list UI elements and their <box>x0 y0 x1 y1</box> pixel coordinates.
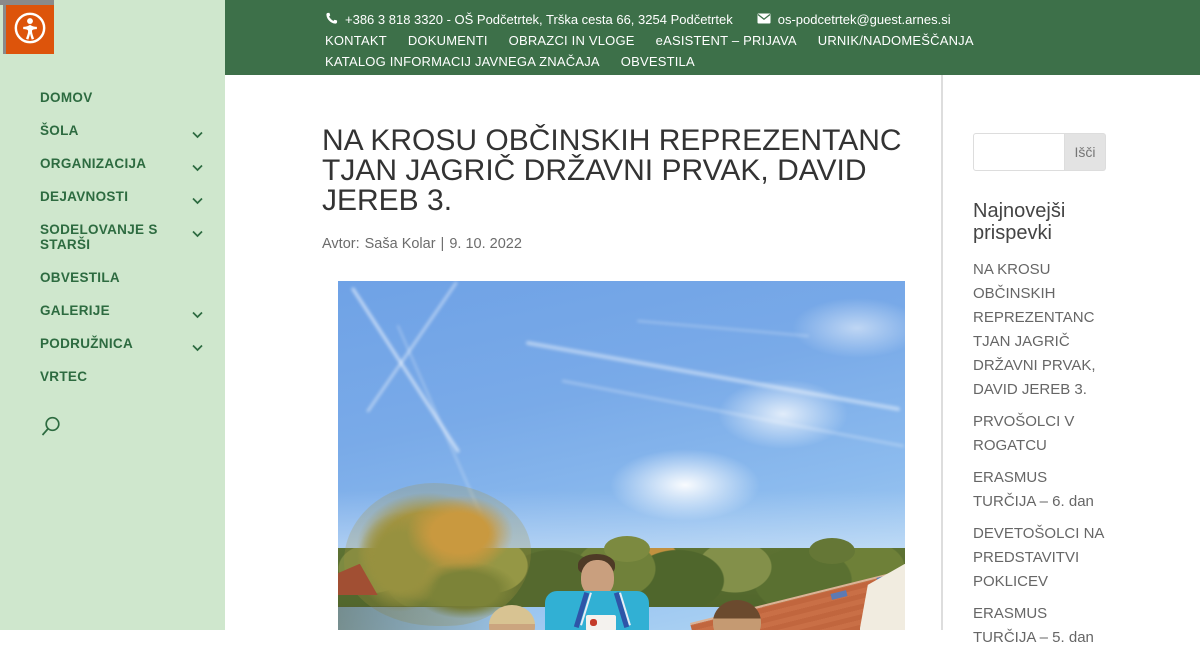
topnav-obvestila[interactable]: OBVESTILA <box>620 54 695 69</box>
email-text: os-podcetrtek@guest.arnes.si <box>777 12 951 27</box>
list-item <box>973 258 1106 402</box>
right-sidebar <box>973 133 1106 658</box>
byline-separator: | <box>440 236 445 252</box>
recent-post-link[interactable]: ERASMUS TURČIJA – 6. dan <box>973 469 1094 510</box>
sidebar-item-label: DOMOV <box>40 90 93 105</box>
topbar-nav-row-1 <box>325 30 1200 51</box>
topbar <box>225 0 1200 75</box>
phone-icon <box>325 12 338 28</box>
recent-post-link[interactable]: PRVOŠOLCI V ROGATCU <box>973 413 1075 454</box>
recent-post-link[interactable]: DEVETOŠOLCI NA PREDSTAVITVI POKLICEV <box>973 525 1104 590</box>
search-icon <box>40 426 61 441</box>
chevron-down-icon <box>192 160 203 175</box>
sidebar-item-label: DEJAVNOSTI <box>40 189 129 204</box>
photo-cloud <box>718 379 848 449</box>
recent-posts-heading: Najnovejši prispevki <box>973 200 1066 244</box>
sidebar-item-label: GALERIJE <box>40 303 110 318</box>
search-input[interactable] <box>973 133 1065 171</box>
chevron-down-icon <box>192 193 203 208</box>
chevron-down-icon <box>192 127 203 142</box>
search-widget <box>973 133 1106 171</box>
list-item <box>973 466 1106 514</box>
sidebar <box>0 0 225 630</box>
topnav-easistent-prijava[interactable]: eASISTENT – PRIJAVA <box>655 33 797 48</box>
accessibility-icon <box>13 11 47 48</box>
topnav-obrazci-in-vloge[interactable]: OBRAZCI IN VLOGE <box>508 33 635 48</box>
byline <box>322 236 522 252</box>
topnav-kontakt[interactable]: KONTAKT <box>325 33 387 48</box>
page-title: NA KROSU OBČINSKIH REPREZENTANC TJAN JAGRIČ DRŽAVNI PRVAK, DAVID JEREB 3. <box>322 124 902 217</box>
topbar-contact-row <box>325 9 1200 30</box>
sidebar-item-label: OBVESTILA <box>40 270 120 285</box>
sidebar-item-label: VRTEC <box>40 369 88 384</box>
content-divider <box>941 75 943 630</box>
sidebar-item-label: SODELOVANJE S STARŠI <box>40 222 158 252</box>
topbar-nav-row-2 <box>325 51 1200 72</box>
list-item <box>973 522 1106 594</box>
sidebar-search-button[interactable] <box>40 416 61 441</box>
article-photo <box>338 281 905 630</box>
topnav-katalog-informacij[interactable]: KATALOG INFORMACIJ JAVNEGA ZNAČAJA <box>325 54 600 69</box>
envelope-icon <box>757 12 771 27</box>
search-submit-button[interactable]: Išči <box>1065 133 1106 171</box>
topnav-dokumenti[interactable]: DOKUMENTI <box>407 33 488 48</box>
sidebar-item-vrtec[interactable] <box>0 369 225 384</box>
chevron-down-icon <box>192 307 203 322</box>
list-item <box>973 602 1106 650</box>
recent-post-link[interactable]: ERASMUS TURČIJA – 5. dan <box>973 605 1094 646</box>
sidebar-item-podruznica[interactable] <box>0 336 225 351</box>
sidebar-item-label: ŠOLA <box>40 123 79 138</box>
sidebar-item-domov[interactable] <box>0 90 225 105</box>
photo-race-bib <box>586 615 616 630</box>
byline-prefix: Avtor: <box>322 236 360 252</box>
email-link[interactable] <box>757 12 951 27</box>
list-item <box>973 410 1106 458</box>
recent-post-link[interactable]: NA KROSU OBČINSKIH REPREZENTANC TJAN JAGRIČ DRŽAVNI PRVAK, DAVID JEREB 3. <box>973 261 1096 398</box>
chevron-down-icon <box>192 226 203 241</box>
photo-tree-tuft <box>809 538 855 564</box>
photo-cloud <box>792 298 905 358</box>
phone-contact <box>325 12 733 28</box>
sidebar-item-label: PODRUŽNICA <box>40 336 133 351</box>
author-link[interactable]: Saša Kolar <box>364 236 436 252</box>
sidebar-item-label: ORGANIZACIJA <box>40 156 147 171</box>
sidebar-item-galerije[interactable] <box>0 303 225 318</box>
sidebar-nav <box>0 90 225 402</box>
sidebar-item-sola[interactable] <box>0 123 225 138</box>
sidebar-item-sodelovanje-s-starsi[interactable] <box>0 222 225 252</box>
topnav-urnik-nadomescanja[interactable]: URNIK/NADOMEŠČANJA <box>817 33 974 48</box>
recent-posts-list <box>973 258 1106 650</box>
sidebar-item-obvestila[interactable] <box>0 270 225 285</box>
accessibility-button[interactable] <box>3 5 54 54</box>
sidebar-item-dejavnosti[interactable] <box>0 189 225 204</box>
phone-text: +386 3 818 3320 - OŠ Podčetrtek, Trška cesta 66, 3254 Podčetrtek <box>345 12 733 27</box>
chevron-down-icon <box>192 340 203 355</box>
article-date: 9. 10. 2022 <box>449 236 522 252</box>
sidebar-item-organizacija[interactable] <box>0 156 225 171</box>
